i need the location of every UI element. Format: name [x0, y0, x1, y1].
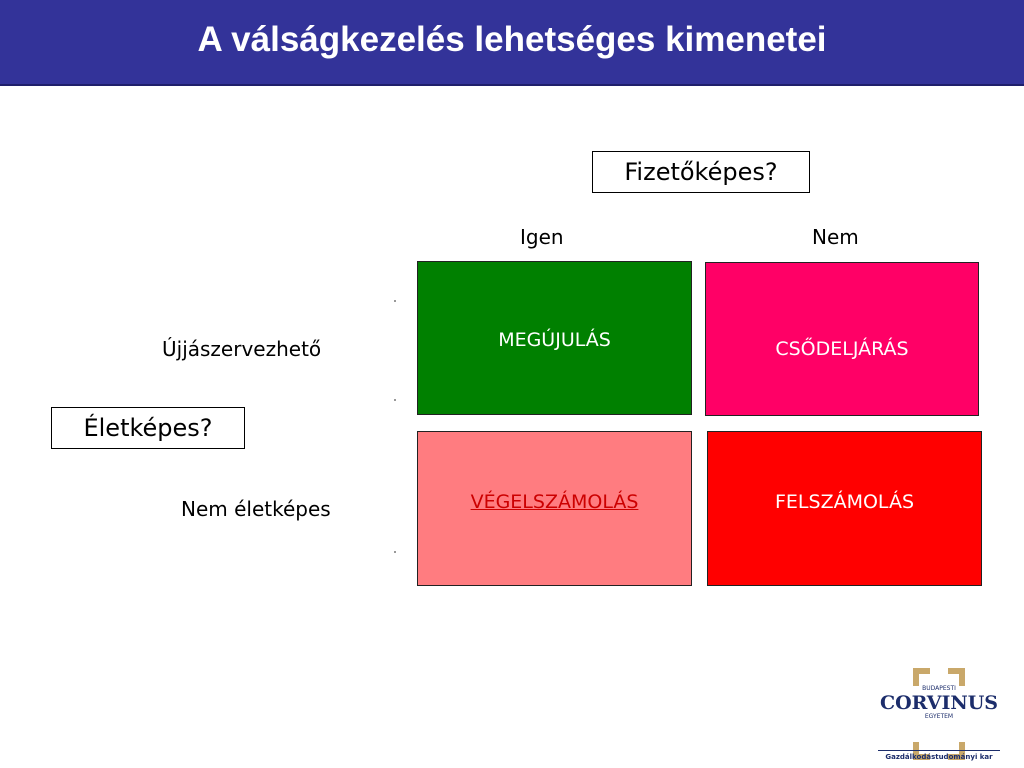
matrix-cell-renewal: [417, 261, 692, 415]
row-question-box: Életképes?: [51, 407, 245, 449]
matrix-cell-voluntary-liquidation: [417, 431, 692, 586]
logo-bottom-text: EGYETEM: [924, 713, 954, 720]
logo-subtitle: Gazdálkodástudományi kar: [878, 750, 1000, 761]
corvinus-logo: [878, 664, 1000, 764]
cell-label: MEGÚJULÁS: [498, 329, 611, 351]
cell-label: VÉGELSZÁMOLÁS: [470, 491, 639, 513]
logo-top-text: BUDAPESTI: [922, 685, 956, 692]
slide-title: A válságkezelés lehetséges kimenetei: [197, 20, 827, 59]
row-label-reorganizable: Újjászervezhető: [162, 337, 322, 361]
column-label-yes: Igen: [520, 225, 564, 249]
matrix-cell-bankruptcy: [705, 262, 979, 416]
marker-dot: [394, 399, 396, 401]
title-bar: [0, 0, 1024, 86]
matrix-cell-liquidation: [707, 431, 982, 586]
marker-dot: [394, 551, 396, 553]
row-label-not-viable: Nem életképes: [181, 497, 331, 521]
column-label-no: Nem: [812, 225, 859, 249]
marker-dot: [394, 300, 396, 302]
column-question-box: Fizetőképes?: [592, 151, 810, 193]
cell-label: CSŐDELJÁRÁS: [775, 338, 909, 360]
logo-name: CORVINUS: [879, 692, 999, 714]
cell-label: FELSZÁMOLÁS: [774, 491, 915, 513]
